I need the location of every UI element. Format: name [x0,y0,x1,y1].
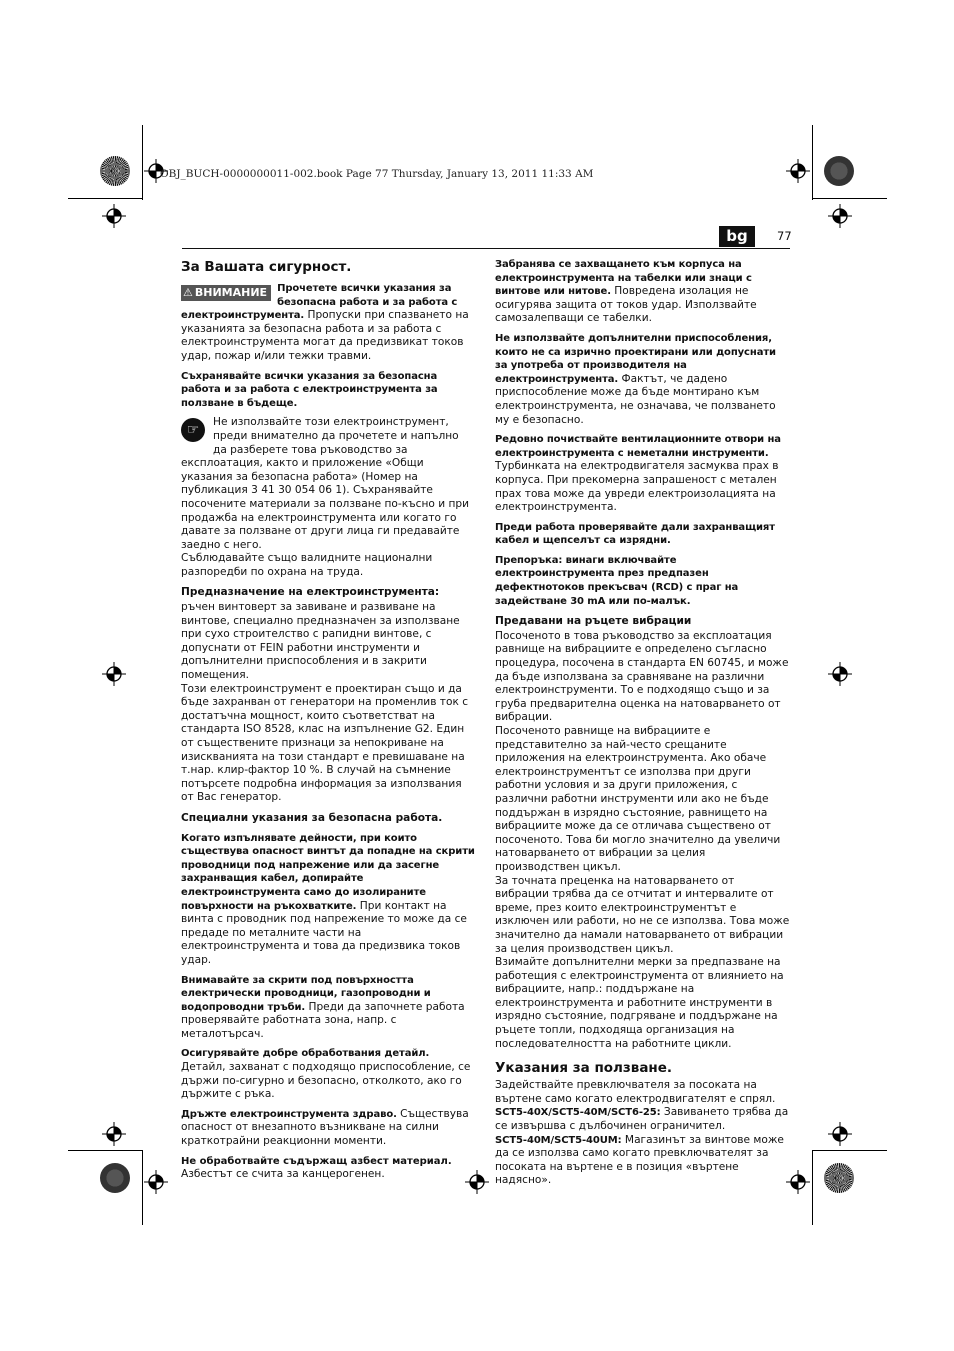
crop-mark [812,198,887,199]
no-labels-text: Повредена изолация не осигурява защита от токов удар. Използвайте самозалепващи се табелки. [495,285,757,325]
no-labels-warning: Забранява се захващането към корпуса на електроинструмента на табелки или знаци с винтове или нитове. [495,259,752,298]
hold-firmly-text: Съществува опасност от внезапното възникване на силни краткотрайни реакционни моменти. [181,1107,469,1148]
left-column [181,258,475,1188]
registration-star-icon [824,1163,854,1193]
vibration-text-2: Посоченото равнище на вибрациите е представително за най-често срещаните приложения на електроинструмента. Ако обаче електроинструментът се използва при други работни условия и за други приложения, с различни работни инструменти или ако не бъде поддържан в изрядно състояние, равнището на вибрациите може да се отличава съществено от посоченото. Това би могло значително да увеличи натоварването от вибрации за целия производствен цикъл. [495,725,781,873]
registration-star-icon [100,156,130,186]
warning-badge [181,285,271,301]
registration-cross-icon [828,1122,852,1146]
magazine-paragraph [495,1134,790,1188]
intended-use-text: ръчен винтоверт за завиване и развиване на винтове, специално предназначен за използване при сухо строителство с рапидни винтове, с допуснати от FEIN работни инструменти и допълнителни приспособления и в закрити помещения. [181,601,460,682]
depth-stop-text: Завиването трябва да се извършва с дълбочинен ограничител. [495,1106,789,1133]
secure-workpiece-text: Детайл, захванат с подходящо приспособление, се държи по-сигурно и безопасно, отколкото, ако го държите с ръка. [181,1061,471,1101]
registration-cross-icon [144,1170,168,1194]
keep-instructions: Съхранявайте всички указания за безопасна работа и за работа с електроинструмента за ползване в бъдеще. [181,370,438,409]
color-target-icon [824,156,854,186]
page-number: 77 [777,229,792,243]
secure-workpiece-paragraph [181,1047,475,1101]
registration-cross-icon [102,1122,126,1146]
hidden-wires-text: При контакт на винта с проводник под напрежение то може да се предаде по металните части на електроинструмента и това да предизвика токов удар. [181,899,467,966]
rcd-recommendation: Препоръка: винаги включвайте електроинструмента през предпазен дефектнотоков прекъсвач (RCD) с праг на задействане 30 mA или по-малък. [495,554,739,607]
accessories-warning: Не използвайте допълнителни приспособления, които не са изрично проектирани или допуснати за употреба от производителя на електроинструмента. [495,332,776,385]
generator-text: Този електроинструмент е проектиран също и да бъде захранван от генератори на променлив ток с достатъчна мощност, които съответстват на стандарта ISO 8528, клас на изпълнение G2. Един от съществените признаци за непокриване на изискванията на този стандарт е превишаване на т.нар. клир-фактор 10 %. В случай на съмнение потърсете подробна информация за използвания от Вас генератор. [181,682,469,804]
heading-special-safety: Специални указания за безопасна работа. [181,811,443,824]
read-all-consequence: Пропуски при спазването на указанията за безопасна работа и за работа с електроинструмента могат да предизвикат токов удар, пожар и/или тежки травми. [181,309,469,362]
crop-mark [142,125,143,200]
accessories-text: Фактът, че дадено приспособление може да бъде монтирано към електроинструмента, не означава, че ползването му е безопасно. [495,372,776,426]
secure-workpiece-warning: Осигурявайте добре обработвания детайл. [181,1048,430,1060]
hidden-wires-paragraph [181,832,475,968]
crop-mark [812,125,813,200]
read-all-instructions: Прочетете всички указания за безопасна работа и за работа с електроинструмента. [181,283,458,322]
heading-intended-use: Предназначение на електроинструмента: [181,586,440,599]
crop-mark [812,1150,887,1151]
manual-paragraph [181,416,475,552]
asbestos-warning: Не обработвайте съдържащ азбест материал. [181,1155,452,1167]
hold-firmly-paragraph [181,1108,475,1149]
heading-vibration: Предавани на ръцете вибрации [495,615,692,628]
registration-cross-icon [828,204,852,228]
asbestos-text: Азбестът се счита за канцерогенен. [181,1168,385,1181]
color-target-icon [100,1163,130,1193]
crop-mark [68,1150,143,1151]
manual-text: Не използвайте този електроинструмент, преди внимателно да прочетете и напълно да разберете това ръководство за експлоатация, както и приложение «Общи указания за безопасна работа» (Номер на публикация 3 41 30 054 06 1). Съхранявайте посочените материали за ползване по-късно и при продажба на електроинструмента или когато го давате за ползване от други лица ги предавайте заедно с него. [181,416,470,551]
section-title-usage: Указания за ползване. [495,1060,673,1077]
no-labels-paragraph [495,258,790,326]
right-column [495,258,790,1194]
vibration-text-3: За точната преценка на натоварването от вибрации трябва да се отчитат и интервалите от време, през които електроинструментът е изключен или работи, но не се използва. Това може значително да намали натоварването от вибрации за целия производствен цикъл. [495,874,790,955]
registration-cross-icon [828,662,852,686]
hold-firmly-warning: Дръжте електроинструмента здраво. [181,1108,397,1120]
warning-triangle-icon: ⚠ [183,286,193,299]
registration-cross-icon [102,662,126,686]
header-rule [182,248,790,249]
read-manual-icon: ☞ [181,418,205,442]
print-file-info: OBJ_BUCH-0000000011-002.book Page 77 Thursday, January 13, 2011 11:33 AM [160,168,594,180]
model-list-depth: SCT5-40X/SCT5-40M/SCT6-25: [495,1107,661,1119]
direction-switch-text: Задействайте превключвателя за посоката на въртене само когато електродвигателят е спрял. [495,1079,776,1105]
hidden-utilities-warning: Внимавайте за скрити под повърхността електрически проводници, газопроводни и водопроводни тръби. [181,974,431,1013]
model-list-magazine: SCT5-40M/SCT5-40UM: [495,1134,622,1146]
crop-mark [68,198,143,199]
vibration-text-4: Взимайте допълнителни мерки за предпазване на работещия с електроинструмента от влиянието на вибрациите, напр.: поддържане на електроинструмента и работните инструменти в изрядно състояние, подгряване и поддържане на ръцете топли, подходяща организация на последователността на работните цикли. [495,956,784,1050]
magazine-text: Магазинът за винтове може да се използва само когато превключвателят за посоката на въртене е в позиция «въртене надясно». [495,1133,784,1187]
registration-cross-icon [102,204,126,228]
crop-mark [142,1150,143,1225]
hidden-utilities-paragraph [181,974,475,1042]
hidden-utilities-text: Преди да започнете работа проверявайте работната зона, напр. с металотърсач. [181,1000,465,1040]
section-title-safety: За Вашата сигурност. [181,259,352,275]
vibration-text-1: Посоченото в това ръководство за експлоатация равнище на вибрациите е определено съгласно процедура, посочена в стандарта EN 60745, и може да бъде използвана за сравняване на различни електроинструменти. То е подходящо също и за груба предварителна оценка на натоварването от вибрации. [495,629,789,724]
national-regulations: Съблюдавайте също валидните национални разпоредби по охрана на труда. [181,552,433,578]
warning-label: ВНИМАНИЕ [194,286,268,299]
accessories-paragraph [495,332,790,427]
language-badge: bg [719,226,755,247]
registration-cross-icon [786,159,810,183]
vents-text: Турбинката на електродвигателя засмуква прах в корпуса. При прекомерна запрашеност с метален прах това може да увреди електроизолацията на електроинструмента. [495,460,779,514]
hidden-wires-warning: Когато изпълнявате дейности, при които съществува опасност винтът да попадне на скрити проводници под напрежение или да засегне захранващия кабел, допирайте електроинструмента само до изолираните повърхности на ръкохватките. [181,832,475,912]
cable-check-warning: Преди работа проверявайте дали захранващият кабел и щепселът са изрядни. [495,521,775,547]
crop-mark [812,1150,813,1225]
depth-stop-paragraph [495,1106,790,1133]
vents-warning: Редовно почиствайте вентилационните отвори на електроинструмента с неметални инструменти. [495,434,781,459]
warning-paragraph [181,282,475,364]
